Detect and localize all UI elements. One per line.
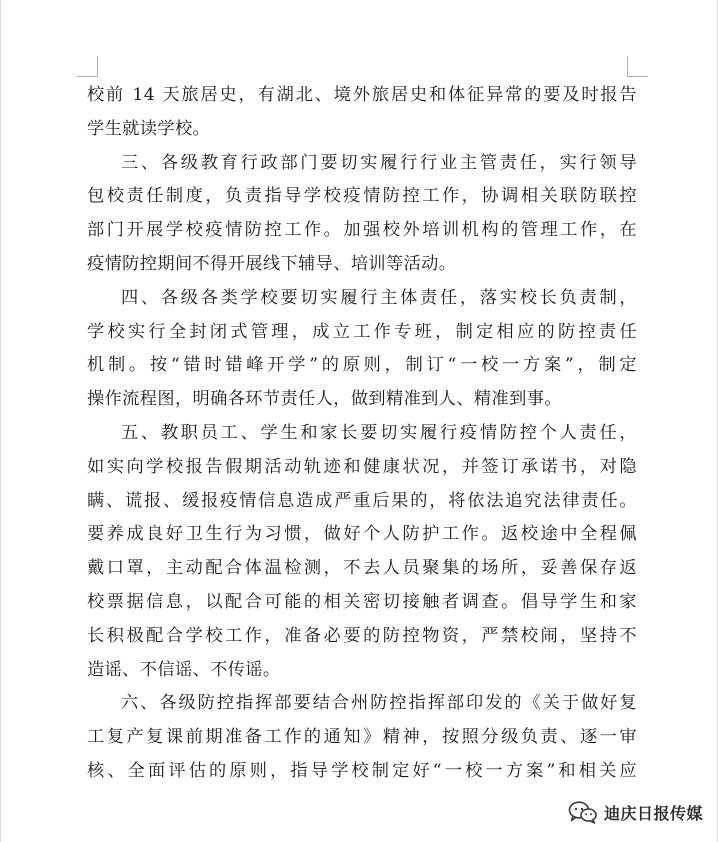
text-line: 如实向学校报告假期活动轨迹和健康状况，并签订承诺书，对隐	[87, 456, 637, 477]
text-line: 疫情防控期间不得开展线下辅导、培训等活动。	[87, 253, 457, 274]
text-line: 学生就读学校。	[87, 118, 211, 139]
text-line: 机制。按“错时错峰开学”的原则，制订“一校一方案”，制定	[87, 355, 637, 376]
text-line: 校前 14 天旅居史，有湖北、境外旅居史和体征异常的要及时报告	[87, 85, 637, 105]
text-line: 核、全面评估的原则，指导学校制定好“一校一方案”和相关应	[87, 760, 637, 781]
paragraph-start-line: 三、各级教育行政部门要切实履行行业主管责任，实行领导	[121, 152, 637, 173]
text-line: 包校责任制度，负责指导学校疫情防控工作，协调相关联防联控	[87, 186, 637, 207]
text-line: 部门开展学校疫情防控工作。加强校外培训机构的管理工作，在	[87, 220, 637, 241]
text-line: 长积极配合学校工作，准备必要的防控物资，严禁校闹，坚持不	[87, 625, 637, 646]
paragraph-start-line: 五、教职员工、学生和家长要切实履行疫情防控个人责任，	[121, 422, 637, 443]
watermark-text: 迪庆日报传媒	[603, 803, 703, 823]
text-line: 校票据信息，以配合可能的相关密切接触者调查。倡导学生和家	[87, 591, 637, 612]
paragraph-start-line: 六、各级防控指挥部要结合州防控指挥部印发的《关于做好复	[121, 693, 637, 714]
text-line: 工复产复课前期准备工作的通知》精神，按照分级负责、逐一审	[87, 727, 637, 748]
text-line: 造谣、不信谣、不传谣。	[87, 659, 281, 680]
text-line: 戴口罩，主动配合体温检测，不去人员聚集的场所，妥善保存返	[87, 558, 637, 579]
document-body	[87, 79, 637, 789]
text-line: 操作流程图，明确各环节责任人，做到精准到人、精准到事。	[87, 389, 562, 410]
text-line: 瞒、谎报、缓报疫情信息造成严重后果的，将依法追究法律责任。	[87, 490, 637, 511]
paragraph-start-line: 四、各级各类学校要切实履行主体责任，落实校长负责制，	[121, 287, 637, 308]
wechat-icon	[568, 800, 598, 824]
text-line: 要养成良好卫生行为习惯，做好个人防护工作。返校途中全程佩	[87, 524, 637, 545]
text-line: 学校实行全封闭式管理，成立工作专班，制定相应的防控责任	[87, 321, 637, 342]
crop-mark-top-left	[77, 56, 98, 77]
crop-mark-top-right	[627, 56, 648, 77]
watermark	[568, 800, 703, 824]
